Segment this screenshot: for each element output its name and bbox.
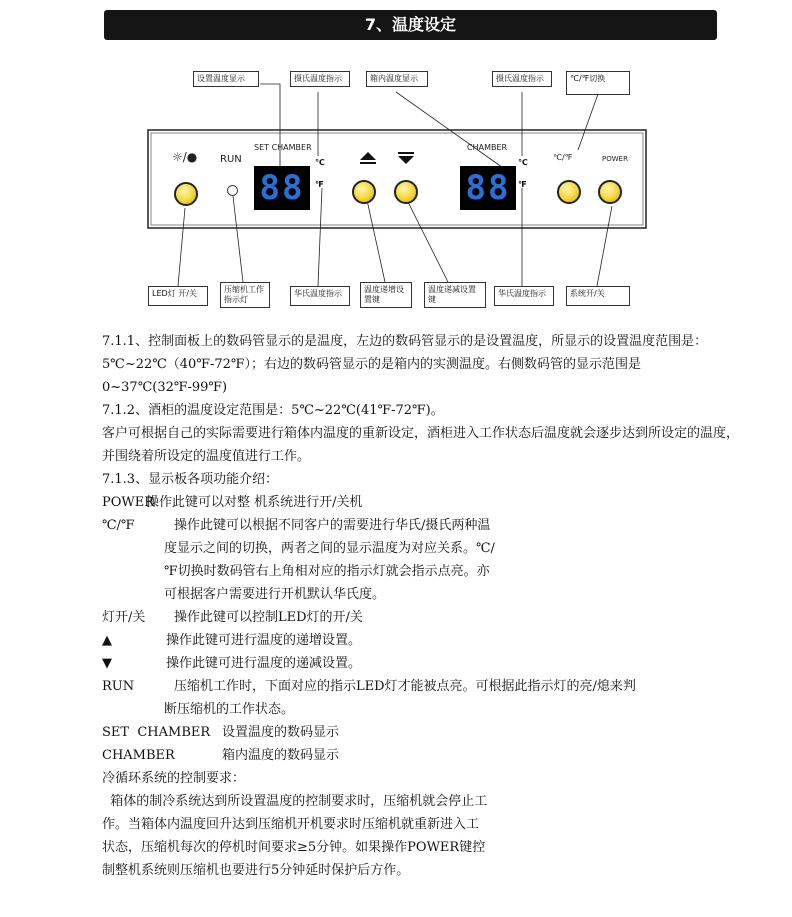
section-title: 7、温度设定 — [364, 15, 457, 34]
cooling-title: 冷循环系统的控制要求： — [102, 771, 246, 786]
function-row — [102, 652, 361, 675]
celsius-indicator-left: ℃ — [315, 158, 325, 167]
function-desc: 操作此键可进行温度的递减设置。 — [166, 656, 362, 671]
run-indicator-led — [227, 185, 238, 196]
function-row — [102, 721, 339, 744]
label-compressor-indicator: 压缩机工作指示灯 — [220, 282, 270, 308]
cooling-line: 制整机系统则压缩机也要进行5分钟延时保护后方作。 — [102, 863, 410, 878]
function-row — [102, 491, 363, 514]
function-row — [102, 629, 361, 652]
function-key: RUN — [102, 679, 135, 694]
function-desc: 操作此键可以控制LED灯的开/关 — [174, 610, 363, 625]
function-row — [102, 514, 490, 537]
function-desc: 压缩机工作时，下面对应的指示LED灯才能被点亮。可根据此指示灯的亮/熄来判 — [174, 679, 636, 694]
function-desc: 操作此键可以根据不同客户的需要进行华氏/摄氏两种温 — [174, 518, 491, 533]
label-unit-switch: ℃/℉切换 — [566, 71, 630, 95]
function-row — [164, 560, 490, 583]
unit-key-label: ℃/℉ — [553, 153, 573, 162]
label-system-power: 系统开/关 — [566, 286, 630, 306]
function-row — [164, 698, 294, 721]
temp-up-button[interactable] — [352, 180, 376, 204]
function-desc: 操作此键可以对整 机系统进行开/关机 — [146, 495, 363, 510]
light-toggle-symbol: ☼/● — [172, 150, 198, 164]
function-key: POWER — [102, 495, 155, 510]
function-key: CHAMBER — [102, 748, 175, 763]
function-desc: 度显示之间的切换，两者之间的显示温度为对应关系。℃/ — [164, 541, 495, 556]
cooling-line: 状态，压缩机每次的停机时间要求≥5分钟。如果操作POWER键控 — [102, 840, 486, 855]
function-desc: 可根据客户需要进行开机默认华氏度。 — [164, 587, 386, 602]
function-key: ℃/℉ — [102, 518, 135, 533]
function-row — [102, 606, 363, 629]
function-desc: 断压缩机的工作状态。 — [164, 702, 295, 717]
cooling-line: 作。当箱体内温度回升达到压缩机开机要求时压缩机就重新进入工 — [102, 817, 480, 832]
power-key-label: POWER — [602, 155, 628, 163]
function-desc: ℉切换时数码管右上角相对应的指示灯就会指示点亮。亦 — [164, 564, 490, 579]
function-key: 灯开/关 — [102, 610, 146, 625]
label-led-toggle: LED灯 开/关 — [148, 286, 208, 306]
label-temp-down-key: 温度递减设置键 — [424, 282, 486, 308]
function-desc: 箱内温度的数码显示 — [222, 748, 340, 763]
temp-down-button[interactable] — [394, 180, 418, 204]
chamber-label: CHAMBER — [467, 143, 508, 152]
paragraph-adjust: 客户可根据自己的实际需要进行箱体内温度的重新设定，酒柜进入工作状态后温度就会逐步达到所设定的温度，并围绕着所设定的温度值进行工作。 — [102, 426, 740, 464]
label-inside-temp-display: 箱内温度显示 — [366, 71, 428, 87]
label-fahrenheit-right: 华氏温度指示 — [494, 286, 554, 306]
paragraph-7-1-3: 7.1.3、显示板各项功能介绍： — [102, 472, 279, 487]
function-desc: 操作此键可进行温度的递增设置。 — [166, 633, 362, 648]
function-key: ▲ — [102, 633, 112, 648]
label-set-temp-display: 设置温度显示 — [193, 71, 259, 87]
label-temp-up-key: 温度递增设置键 — [360, 282, 412, 308]
label-celsius-left: 摄氏温度指示 — [290, 71, 350, 87]
unit-switch-button[interactable] — [557, 180, 581, 204]
label-fahrenheit-left: 华氏温度指示 — [290, 286, 350, 306]
function-desc: 设置温度的数码显示 — [222, 725, 340, 740]
led-toggle-button[interactable] — [174, 182, 198, 206]
fahrenheit-indicator-right: ℉ — [518, 180, 527, 189]
diagram-lines — [0, 0, 792, 320]
function-row — [164, 537, 495, 560]
function-key: SET CHAMBER — [102, 725, 211, 740]
function-row — [102, 744, 339, 767]
cooling-line: 箱体的制冷系统达到所设置温度的控制要求时，压缩机就会停止工 — [102, 794, 488, 809]
fahrenheit-indicator-left: ℉ — [315, 180, 324, 189]
set-chamber-label: SET CHAMBER — [254, 143, 312, 152]
paragraph-7-1-2: 7.1.2、酒柜的温度设定范围是：5℃~22℃(41℉-72℉)。 — [102, 403, 444, 418]
function-row — [164, 583, 385, 606]
set-temp-digit-display: 88 — [254, 166, 310, 210]
celsius-indicator-right: ℃ — [518, 158, 528, 167]
power-button[interactable] — [598, 180, 622, 204]
run-label: RUN — [220, 154, 242, 165]
paragraph-7-1-1: 7.1.1、控制面板上的数码管显示的是温度，左边的数码管显示的是设置温度，所显示的设置温度范围是：5℃~22℃（40℉-72℉）；右边的数码管显示的是箱内的实测温度。右侧数码管的显示范围是0~37℃(32℉-99℉) — [102, 334, 708, 395]
control-panel-diagram — [0, 0, 792, 320]
inside-temp-digit-display: 88 — [460, 166, 516, 210]
function-key: ▼ — [102, 656, 112, 671]
function-row — [102, 675, 636, 698]
label-celsius-right: 摄氏温度指示 — [492, 71, 552, 87]
